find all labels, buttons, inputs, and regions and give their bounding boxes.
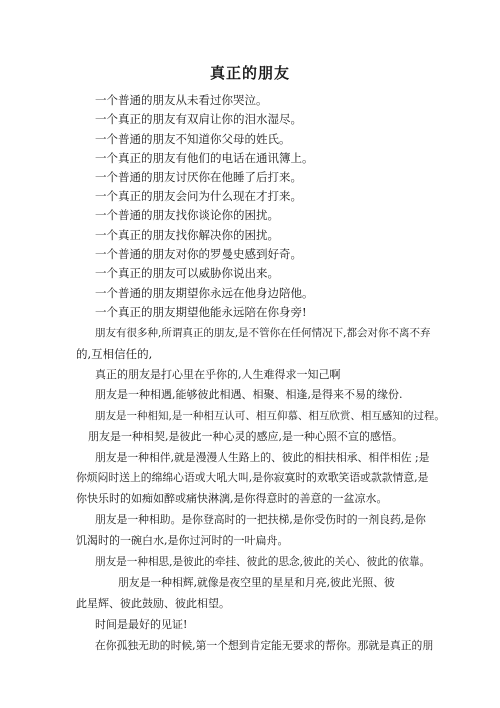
paragraph-line: 你烦闷时送上的绵绵心语或大吼大叫,是你寂寞时的欢歌笑语或款款情意,是 — [76, 471, 429, 484]
text-line: 一个普通的朋友期望你永远在他身边陪他。 — [95, 286, 314, 300]
paragraph-line: 在你孤独无助的时候,第一个想到肯定能无要求的帮你。那就是真正的朋 — [95, 639, 434, 652]
text-line: 一个普通的朋友讨厌你在他睡了后打来。 — [95, 170, 302, 184]
paragraph-line: 此星辉、彼此鼓励、彼此相望。 — [76, 597, 230, 610]
paragraph-line: 真正的朋友是打心里在乎你的,人生难得求一知己啊 — [95, 368, 341, 381]
paragraph-line: 朋友有很多种,所谓真正的朋友,是不管你在任何情况下,都会对你不离不弃 — [95, 327, 431, 339]
paragraph-line: 朋友是一种相思,是彼此的牵挂、彼此的思念,彼此的关心、彼此的依靠。 — [95, 556, 431, 568]
text-line: 一个真正的朋友有双肩让你的泪水湿尽。 — [95, 112, 302, 126]
text-line: 一个普通的朋友不知道你父母的姓氏。 — [95, 132, 291, 146]
document-title: 真正的朋友 — [209, 64, 290, 82]
text-line: 一个普通的朋友从未看过你哭泣。 — [95, 93, 268, 107]
paragraph-line: 你快乐时的如痴如醉或痛快淋漓,是你得意时的善意的一盆凉水。 — [76, 492, 388, 505]
paragraph-line: 的,互相信任的, — [76, 347, 153, 361]
text-line: 一个真正的朋友找你解决你的困扰。 — [95, 228, 279, 242]
text-line: 一个真正的朋友会问为什么现在才打来。 — [95, 189, 302, 203]
text-line: 一个真正的朋友有他们的电话在通讯簿上。 — [95, 151, 314, 165]
paragraph-line: 时间是最好的见证! — [95, 618, 188, 631]
paragraph-line: 朋友是一种相遇,能够彼此相遇、相聚、相逢,是得来不易的缘份. — [95, 388, 403, 401]
text-line: 一个真正的朋友期望他能永远陪在你身旁! — [95, 305, 307, 319]
paragraph-line: 朋友是一种相契,是彼此一种心灵的感应,是一种心照不宣的感悟。 — [88, 430, 403, 443]
text-line: 一个普通的朋友对你的罗曼史感到好奇。 — [95, 247, 302, 261]
paragraph-line: 饥渴时的一碗白水,是你过河时的一叶扁舟。 — [76, 534, 289, 547]
paragraph-line: 朋友是一种相伴,就是漫漫人生路上的、彼此的相扶相承、相伴相佐 ;是 — [95, 451, 430, 464]
paragraph-line: 朋友是一种相助。是你登高时的一把扶梯,是你受伤时的一剂良药,是你 — [95, 513, 426, 526]
paragraph-line: 朋友是一种相知,是一种相互认可、相互仰慕、相互欣赏、相互感知的过程。 — [95, 410, 445, 422]
paragraph-line: 朋友是一种相辉,就像是夜空里的星星和月亮,彼此光照、彼 — [118, 576, 395, 589]
text-line: 一个普通的朋友找你谈论你的困扰。 — [95, 208, 279, 222]
text-line: 一个真正的朋友可以威胁你说出来。 — [95, 266, 279, 280]
